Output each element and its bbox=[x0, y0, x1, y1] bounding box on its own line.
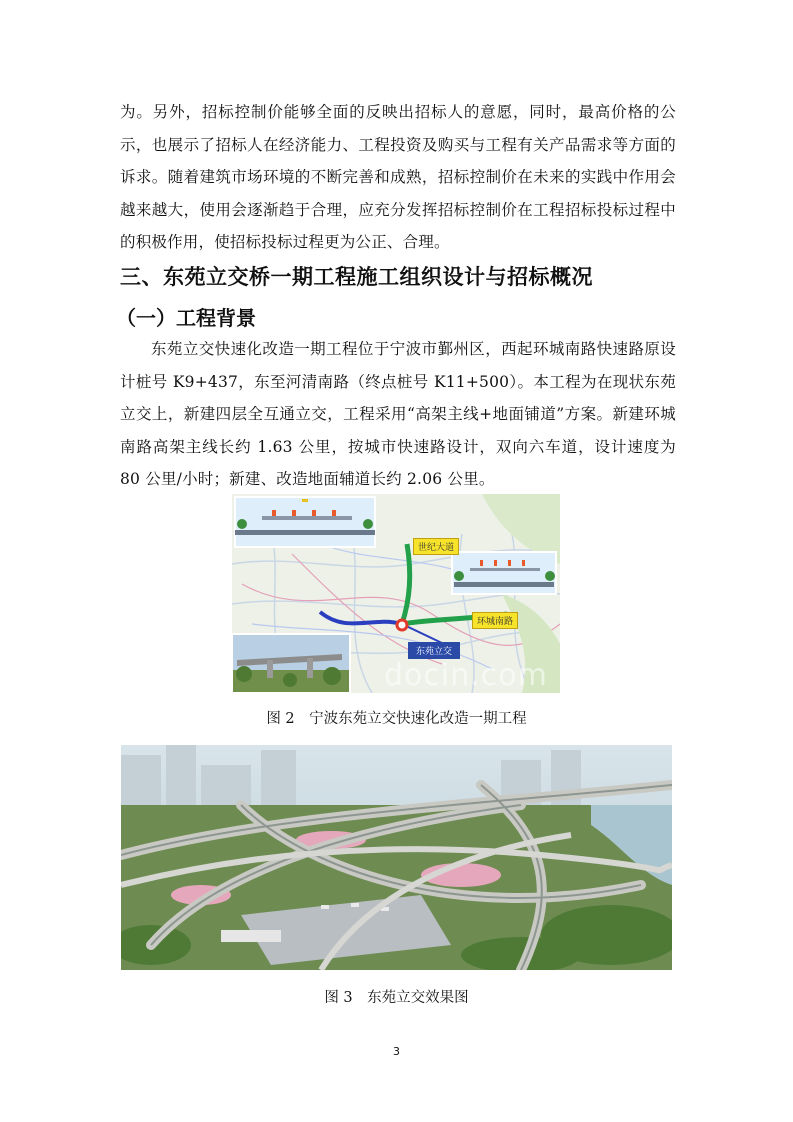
watermark: docin.com bbox=[384, 658, 548, 693]
figure-route-map bbox=[232, 494, 560, 693]
label-century-avenue: 世纪大道 bbox=[413, 538, 459, 555]
figure2-caption: 图 2 宁波东苑立交快速化改造一期工程 bbox=[266, 711, 527, 727]
section-heading: 三、东苑立交桥一期工程施工组织设计与招标概况 bbox=[120, 265, 593, 289]
figure-interchange-rendering bbox=[121, 745, 672, 970]
page-number: 3 bbox=[393, 1045, 400, 1058]
paragraph-project-background: 东苑立交快速化改造一期工程位于宁波市鄞州区，西起环城南路快速路原设计桩号 K9+437，东至河清南路（终点桩号 K11+500）。本工程为在现状东苑立交上，新建四层全互通立交，工程采用“高架主线+地面铺道”方案。新建环城南路高架主线长约 1.63 公里，按城市快速路设计，双向六车道，设计速度为 80 公里/小时；新建、改造地面辅道长约 2.06 公里。 bbox=[120, 340, 676, 488]
paragraph-bid-control-price: 为。另外，招标控制价能够全面的反映出招标人的意愿，同时，最高价格的公示，也展示了招标人在经济能力、工程投资及购买与工程有关产品需求等方面的诉求。随着建筑市场环境的不断完善和成熟，招标控制价在未来的实践中作用会越来越大，使用会逐渐趋于合理，应充分发挥招标控制价在工程招标投标过程中的积极作用，使招标投标过程更为公正、合理。 bbox=[120, 103, 676, 251]
label-ring-south-road: 环城南路 bbox=[472, 612, 518, 629]
figure3-caption: 图 3 东苑立交效果图 bbox=[324, 990, 469, 1006]
label-dongyuan-interchange: 东苑立交 bbox=[408, 642, 460, 659]
subsection-heading: （一）工程背景 bbox=[116, 306, 256, 330]
